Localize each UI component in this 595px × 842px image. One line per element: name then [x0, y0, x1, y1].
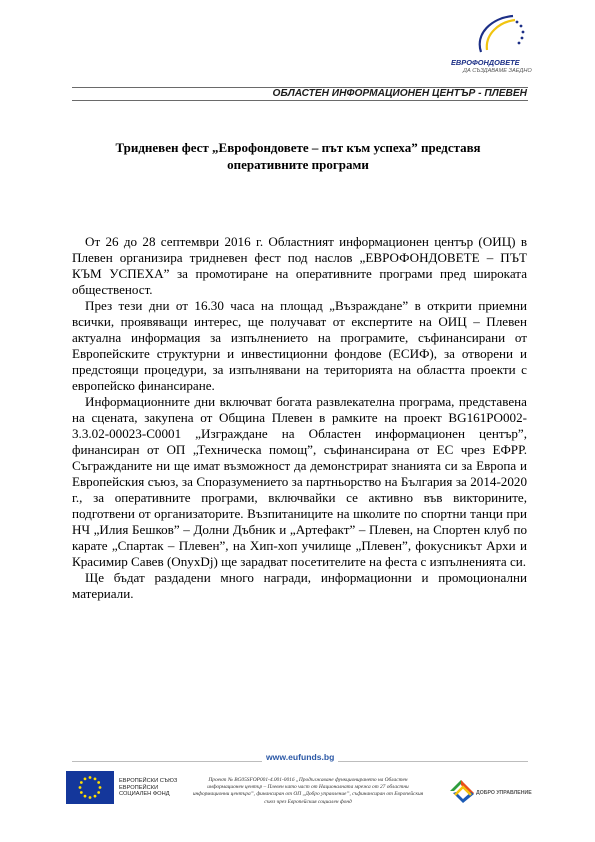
logo-subtitle: ДА СЪЗДАВАМЕ ЗАЕДНО: [463, 68, 532, 74]
eu-star: [89, 796, 92, 799]
eu-label: [119, 778, 177, 798]
paragraph: Информационните дни включват богата развлекателна програма, представена на сцената, закупена от Община Плевен в рамките на проект BG161PO002-3.3.02-00023-C0001 „Изграждане на Областен информационен център”, финансиран от ОП „Техническа помощ”, съфинансирана от ЕС чрез ЕФРР. Съгражданите ни ще имат възможност да демонстрират знанията си за Европа и Европейския съюз, за Споразумението за партньорство на България за 2014-2020 г., за оперативните програми, включвайки се активно във викторините, подготвени от организаторите. Възпитаниците на школите по спортни танци при НЧ „Илия Бешков” – Долни Дъбник и „Артефакт” – Плевен, на Спортен клуб по карате „Спартак – Плевен”, на Хип-хоп училище „Плевен”, фокусникът Архи и Красимир Савев (OnyxDj) ще зарадват посетителите на феста с изпълненията си.: [72, 394, 527, 569]
eu-star: [84, 795, 87, 798]
footer-url-link[interactable]: www.eufunds.bg: [262, 752, 338, 762]
eu-star: [94, 795, 97, 798]
eu-star: [80, 791, 83, 794]
center-name: ОБЛАСТЕН ИНФОРМАЦИОНЕН ЦЕНТЪР - ПЛЕВЕН: [272, 88, 527, 99]
header-rule-bottom: [72, 100, 528, 101]
project-description: Проект № BG05SFOP001-4.001-0016 „Продължаване функционирането на Областен информационен център – Плевен като част от Националната мрежа от 27 областни информационни центъра”, финансиран от ОП „Добро управление”, съфинансиран от Европейския съюз чрез Европейския социален фонд: [192, 777, 424, 805]
paragraph: Ще бъдат раздадени много награди, информационни и промоционални материали.: [72, 570, 527, 601]
eu-star: [89, 776, 92, 779]
title-line-2: оперативните програми: [227, 157, 369, 172]
logo-title: ЕВРОФОНДОВЕТЕ: [451, 58, 520, 67]
paragraph: От 26 до 28 септември 2016 г. Областният информационен център (ОИЦ) в Плевен организира тридневен фест под наслов „ЕВРОФОНДОВЕТЕ – ПЪТ КЪМ УСПЕХА” за промотиране на оперативните програми пред широката общественост.: [72, 234, 527, 297]
good-governance-logo: [447, 773, 547, 811]
eurofunds-logo-graphic: [451, 12, 543, 58]
eu-label-line-1: ЕВРОПЕЙСКИ СЪЮЗ: [119, 778, 178, 784]
eu-star: [99, 786, 102, 789]
eu-flag-icon: [66, 771, 114, 804]
eu-star: [84, 777, 87, 780]
document-title: [110, 139, 486, 173]
eu-star: [80, 781, 83, 784]
title-line-1: Тридневен фест „Еврофондовете – път към успеха” представя: [115, 140, 481, 155]
eu-star: [97, 781, 100, 784]
good-governance-logo-graphic: [447, 773, 477, 809]
eu-label-line-2: ЕВРОПЕЙСКИ: [119, 784, 159, 791]
eu-star: [97, 791, 100, 794]
eu-star: [94, 777, 97, 780]
eurofunds-logo: [451, 12, 543, 82]
good-governance-label: ДОБРО УПРАВЛЕНИЕ: [476, 790, 532, 796]
eu-star: [79, 786, 82, 789]
eu-label-line-3: СОЦИАЛЕН ФОНД: [119, 791, 170, 798]
article-body: [72, 234, 527, 602]
eu-stars-icon: [66, 771, 114, 804]
paragraph: През тези дни от 16.30 часа на площад „Възраждане” в открити приемни всички, проявяващи интерес, ще получават от експертите на ОИЦ – Плевен актуална информация за изпълнението на програмите, съфинансирани от Европейските структурни и инвестиционни фондове (ЕСИФ), за отворени и предстоящи процедури, за изпълнявани на територията на областта проекти с европейско финансиране.: [72, 298, 527, 393]
